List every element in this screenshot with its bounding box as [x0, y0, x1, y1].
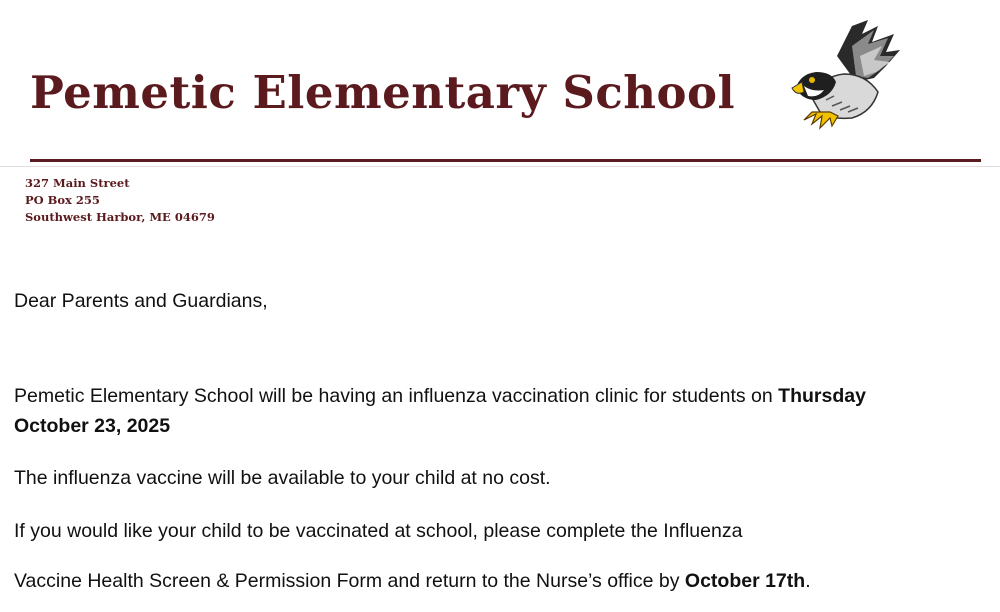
- period: .: [805, 570, 811, 592]
- address-line: PO Box 255: [25, 193, 100, 207]
- paragraph-clinic: [14, 383, 866, 409]
- paragraph-cost: The influenza vaccine will be available to your child at no cost.: [14, 467, 551, 489]
- header-divider: [30, 159, 981, 162]
- address-line: 327 Main Street: [25, 176, 130, 190]
- paragraph-text: Vaccine Health Screen & Permission Form and return to the Nurse’s office by: [14, 570, 685, 592]
- hawk-mascot-icon: [782, 16, 906, 140]
- school-name: Pemetic Elementary School: [30, 66, 736, 119]
- paragraph-instructions: If you would like your child to be vaccinated at school, please complete the Influenza: [14, 520, 743, 542]
- clinic-day: Thursday: [778, 385, 866, 407]
- page-divider: [0, 166, 1000, 167]
- clinic-date: October 23, 2025: [14, 415, 171, 437]
- paragraph-deadline: [14, 568, 811, 594]
- paragraph-clinic-date: [14, 413, 170, 439]
- greeting: Dear Parents and Guardians,: [14, 290, 268, 312]
- paragraph-text: Pemetic Elementary School will be having an influenza vaccination clinic for students on: [14, 385, 779, 407]
- deadline-date: October 17th: [684, 570, 806, 592]
- school-address: [25, 175, 215, 226]
- address-line: Southwest Harbor, ME 04679: [25, 210, 215, 224]
